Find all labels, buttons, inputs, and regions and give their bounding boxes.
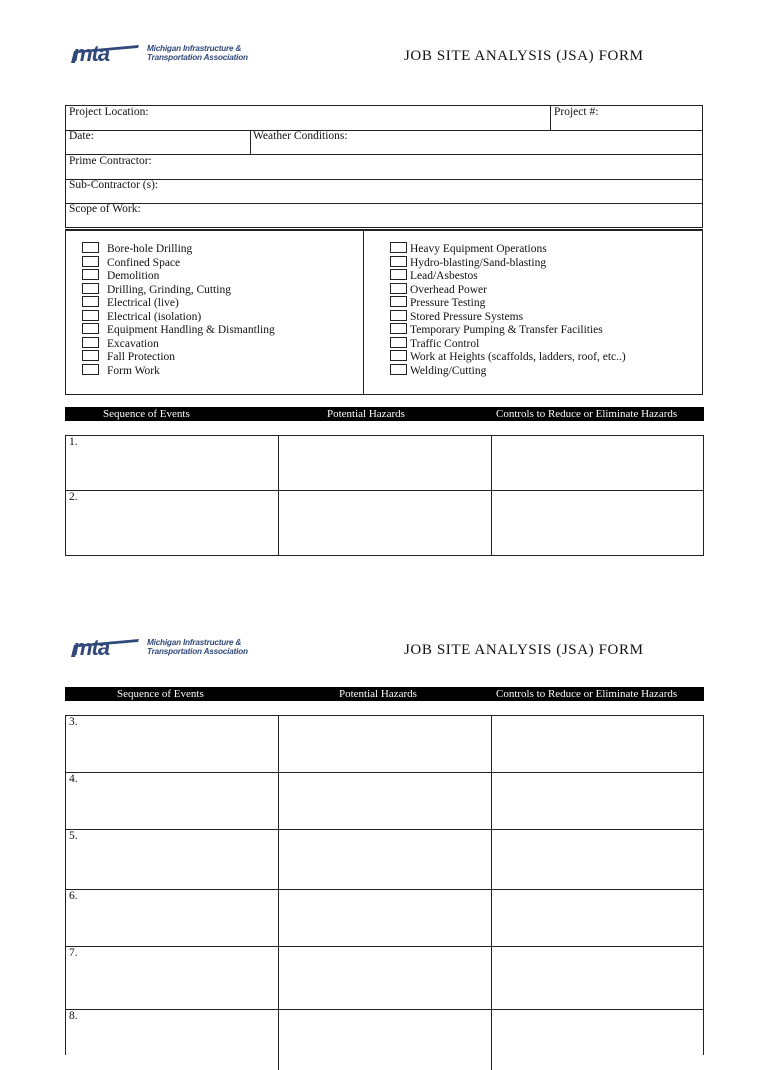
hazard-label: Temporary Pumping & Transfer Facilities	[410, 324, 603, 336]
hazard-checkbox[interactable]	[390, 364, 407, 375]
project-info-grid	[65, 105, 703, 228]
sequence-cell[interactable]	[66, 436, 278, 491]
controls-cell[interactable]	[491, 947, 704, 1010]
hazards-cell[interactable]	[278, 890, 492, 947]
hazard-checkbox[interactable]	[390, 323, 407, 334]
hazard-checkbox[interactable]	[390, 337, 407, 348]
hazard-label: Confined Space	[107, 256, 181, 269]
hazard-label: Form Work	[107, 364, 160, 377]
svg-text:mta: mta	[73, 635, 110, 660]
hazards-cell[interactable]	[278, 716, 492, 773]
row-number: 1.	[69, 436, 78, 448]
hazard-label: Bore-hole Drilling	[107, 243, 193, 255]
controls-cell[interactable]	[491, 716, 704, 773]
date-field[interactable]: Date:	[69, 130, 94, 142]
scope-of-work-field[interactable]: Scope of Work:	[69, 203, 141, 215]
hazard-checkbox[interactable]	[82, 350, 99, 361]
controls-cell[interactable]	[491, 1010, 704, 1070]
hazard-checkbox[interactable]	[82, 296, 99, 307]
hazard-label: Heavy Equipment Operations	[410, 243, 547, 255]
table-header-bar	[65, 687, 704, 701]
weather-conditions-field[interactable]: Weather Conditions:	[253, 130, 348, 142]
hazards-cell[interactable]	[278, 947, 492, 1010]
table-row	[66, 435, 703, 491]
hazard-label: Traffic Control	[410, 337, 480, 350]
hazard-item-left[interactable]	[82, 242, 192, 255]
table-row	[66, 829, 703, 890]
hazard-item-right[interactable]	[390, 256, 546, 269]
hazards-cell[interactable]	[278, 436, 492, 491]
header-potential-hazards: Potential Hazards	[327, 408, 405, 420]
hazard-label: Work at Heights (scaffolds, ladders, roof, etc..)	[410, 351, 626, 363]
sequence-cell[interactable]	[66, 890, 278, 947]
hazard-label: Demolition	[107, 270, 160, 282]
hazard-checkbox[interactable]	[82, 256, 99, 267]
controls-cell[interactable]	[491, 830, 704, 890]
prime-contractor-field[interactable]: Prime Contractor:	[69, 155, 152, 167]
header-sequence-of-events: Sequence of Events	[103, 408, 190, 420]
header-sequence-of-events: Sequence of Events	[117, 688, 204, 700]
hazard-label: Excavation	[107, 337, 159, 350]
logo-text-line1: Michigan Infrastructure &	[147, 44, 242, 53]
hazard-label: Equipment Handling & Dismantling	[107, 324, 275, 336]
hazards-cell[interactable]	[278, 773, 492, 830]
hazard-checkbox[interactable]	[390, 269, 407, 280]
hazard-item-right[interactable]	[390, 269, 478, 282]
hazard-item-left[interactable]	[82, 337, 159, 350]
events-table-page-1	[65, 435, 704, 556]
hazard-label: Stored Pressure Systems	[410, 310, 524, 323]
sub-contractor-field[interactable]: Sub-Contractor (s):	[69, 179, 159, 191]
hazards-cell[interactable]	[278, 830, 492, 890]
svg-text:mta: mta	[73, 41, 110, 66]
hazard-label: Hydro-blasting/Sand-blasting	[410, 256, 547, 269]
hazard-item-left[interactable]	[82, 256, 180, 269]
hazard-item-right[interactable]	[390, 337, 479, 350]
hazard-item-right[interactable]	[390, 323, 603, 336]
hazard-item-right[interactable]	[390, 296, 485, 309]
logo-text-line2: Transportation Association	[147, 647, 248, 656]
table-row	[66, 715, 703, 773]
events-table-page-2	[65, 715, 704, 1055]
mita-logo	[69, 37, 248, 67]
hazard-item-left[interactable]	[82, 296, 179, 309]
hazard-label: Overhead Power	[410, 283, 487, 296]
hazard-checkbox[interactable]	[390, 283, 407, 294]
project-number-field[interactable]: Project #:	[554, 106, 599, 118]
row-number: 5.	[69, 830, 78, 842]
hazard-label: Drilling, Grinding, Cutting	[107, 283, 231, 296]
hazard-checkbox[interactable]	[390, 296, 407, 307]
hazard-item-left[interactable]	[82, 283, 231, 296]
hazard-label: Electrical (isolation)	[107, 310, 202, 323]
logo-text-line1: Michigan Infrastructure &	[147, 638, 242, 647]
hazard-item-right[interactable]	[390, 310, 523, 323]
hazard-checkbox[interactable]	[390, 310, 407, 321]
sequence-cell[interactable]	[66, 491, 278, 556]
row-number: 3.	[69, 716, 78, 728]
project-location-field[interactable]: Project Location:	[69, 106, 149, 118]
hazard-checkbox[interactable]	[390, 350, 407, 361]
hazard-label: Welding/Cutting	[410, 364, 487, 377]
hazard-item-left[interactable]	[82, 364, 160, 377]
hazard-checkbox[interactable]	[82, 364, 99, 375]
hazard-item-left[interactable]	[82, 350, 175, 363]
hazards-cell[interactable]	[278, 1010, 492, 1070]
hazard-checkbox[interactable]	[82, 269, 99, 280]
controls-cell[interactable]	[491, 890, 704, 947]
sequence-cell[interactable]	[66, 773, 278, 830]
row-number: 2.	[69, 491, 78, 503]
hazard-checkbox[interactable]	[82, 323, 99, 334]
hazard-label: Pressure Testing	[410, 297, 486, 309]
header-potential-hazards: Potential Hazards	[339, 688, 417, 700]
table-row	[66, 1009, 703, 1070]
row-number: 8.	[69, 1010, 78, 1022]
form-title: JOB SITE ANALYSIS (JSA) FORM	[404, 642, 644, 658]
row-number: 6.	[69, 890, 78, 902]
sequence-cell[interactable]	[66, 1010, 278, 1070]
table-header-bar	[65, 407, 704, 421]
table-row	[66, 946, 703, 1010]
hazard-checkbox[interactable]	[390, 256, 407, 267]
hazard-checkbox[interactable]	[82, 310, 99, 321]
hazard-checkbox[interactable]	[82, 242, 99, 253]
hazard-checkbox[interactable]	[82, 337, 99, 348]
table-row	[66, 889, 703, 947]
mita-logo-mark	[69, 37, 145, 67]
hazard-checkbox[interactable]	[82, 283, 99, 294]
hazard-item-right[interactable]	[390, 242, 547, 255]
hazard-label: Electrical (live)	[107, 297, 179, 309]
controls-cell[interactable]	[491, 491, 704, 556]
row-number: 4.	[69, 773, 78, 785]
hazard-item-left[interactable]	[82, 269, 159, 282]
controls-cell[interactable]	[491, 436, 704, 491]
hazard-item-right[interactable]	[390, 283, 487, 296]
hazard-label: Lead/Asbestos	[410, 270, 478, 282]
hazard-item-left[interactable]	[82, 310, 201, 323]
mita-logo-mark	[69, 631, 145, 661]
table-row	[66, 772, 703, 830]
hazard-item-left[interactable]	[82, 323, 275, 336]
hazard-label: Fall Protection	[107, 351, 176, 363]
hazard-item-right[interactable]	[390, 350, 626, 363]
hazard-checklist	[65, 229, 703, 395]
hazard-checkbox[interactable]	[390, 242, 407, 253]
sequence-cell[interactable]	[66, 716, 278, 773]
header-controls: Controls to Reduce or Eliminate Hazards	[496, 688, 678, 700]
logo-text-line2: Transportation Association	[147, 53, 248, 62]
hazard-item-right[interactable]	[390, 364, 486, 377]
sequence-cell[interactable]	[66, 947, 278, 1010]
header-controls: Controls to Reduce or Eliminate Hazards	[496, 408, 678, 420]
form-title: JOB SITE ANALYSIS (JSA) FORM	[404, 48, 644, 64]
hazards-cell[interactable]	[278, 491, 492, 556]
table-row	[66, 490, 703, 556]
sequence-cell[interactable]	[66, 830, 278, 890]
row-number: 7.	[69, 947, 78, 959]
mita-logo	[69, 631, 248, 661]
controls-cell[interactable]	[491, 773, 704, 830]
